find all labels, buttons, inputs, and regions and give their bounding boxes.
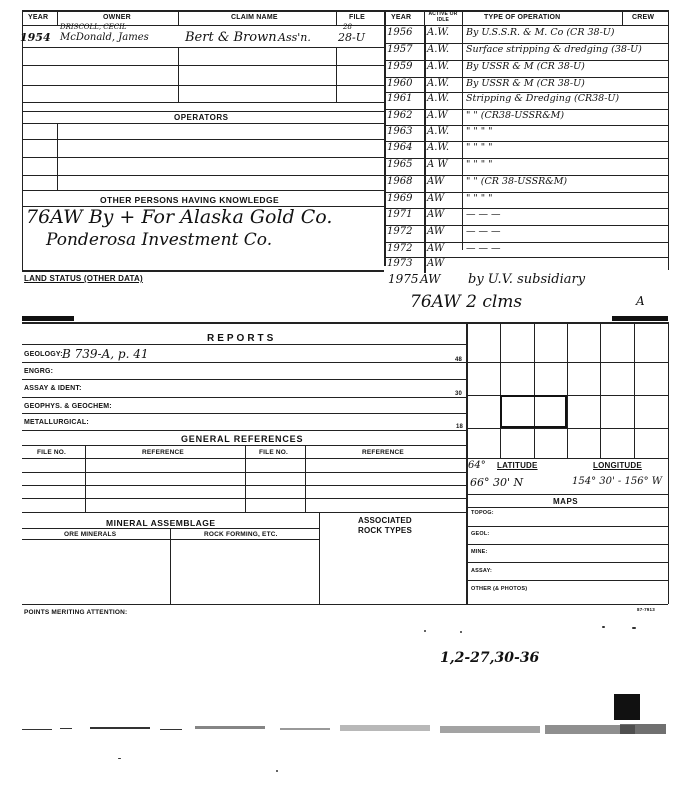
row-line [22,539,319,540]
owner-top-note: DRISCOLL, CECIL [60,23,127,31]
assay-map-label: ASSAY: [471,568,493,574]
other-persons-heading: OTHER PERSONS HAVING KNOWLEDGE [100,195,280,205]
operation-status: AW [427,226,445,237]
operation-type: Surface stripping & dredging (38-U) [466,44,642,55]
scan-noise-band [20,724,668,738]
mineral-assemblage-heading: MINERAL ASSEMBLAGE [106,518,216,528]
operation-year: 1968 [387,176,413,187]
points-meriting-attention-label: POINTS MERITING ATTENTION: [24,609,128,616]
col-sep [178,47,179,102]
header-owner: OWNER [103,14,131,21]
other-photos-label: OTHER (& PHOTOS) [471,586,528,592]
latitude-value: 66° 30' N [470,476,524,489]
operation-status: A.W. [427,93,450,104]
row-line [22,139,384,140]
row-line [22,175,384,176]
speck [632,627,636,629]
operation-type: Stripping & Dredging (CR38-U) [466,93,620,104]
operation-type: " " " " [466,126,493,137]
row-line [22,157,384,158]
row-line [22,65,384,66]
col-sep [622,10,623,25]
speck [460,631,462,633]
left-border [22,10,23,270]
owner-year: 1954 [20,31,51,44]
operation-year: 1972 [387,226,413,237]
operation-status: A.W. [427,27,450,38]
row-line [22,472,466,473]
row-line [22,498,466,499]
header-year: YEAR [28,14,49,21]
operation-status: AW [427,193,445,204]
operation-type: By USSR & M (CR 38-U) [466,61,585,72]
speck [424,630,426,632]
col-sep [336,47,337,102]
operation-status: A.W [427,110,448,121]
operation-type: By U.S.S.R. & M. Co (CR 38-U) [466,27,615,38]
operation-status: A W [427,159,448,170]
col-sep-main [384,10,386,266]
col-sep [336,10,337,25]
metallurgical-label: METALLURGICAL: [24,419,89,426]
operation-year: 1964 [387,142,413,153]
row-line [22,397,466,398]
operation-status: AW [427,258,445,269]
row-line [22,190,384,191]
scan-artifact-block [614,694,640,720]
col-sep [57,123,58,190]
reports-top-line [22,322,668,324]
grid-row [466,507,668,508]
grid-row [466,580,668,581]
operation-year: 1969 [387,193,413,204]
operation-type: " " (CR38-USSR&M) [466,110,565,121]
operation-year: 1961 [387,93,413,104]
geology-value: B 739-A, p. 41 [62,347,149,361]
top-border [22,10,668,12]
operation-year: 1956 [387,27,413,38]
operation-status: A.W. [427,44,450,55]
geol-label: GEOL: [471,531,490,537]
row-line [22,102,384,103]
op-tail-year: 1975 [388,272,419,286]
points-handwritten: 1,2-27,30-36 [440,650,540,666]
grid-row [466,395,668,396]
right-border-lower [668,322,669,604]
file-number: 28-U [338,31,365,44]
operation-status: A.W. [427,126,450,137]
operation-year: 1965 [387,159,413,170]
land-status-note-2: A [636,294,645,308]
header-type-of-operation: TYPE OF OPERATION [484,14,561,21]
operation-year: 1971 [387,209,413,220]
col-sep [178,10,179,25]
land-status-note: 76AW 2 clms [410,292,523,312]
operation-type: By USSR & M (CR 38-U) [466,78,585,89]
operation-year: 1960 [387,78,413,89]
right-border [668,10,669,270]
operation-type: " " " " [466,193,493,204]
form-number: 87-7913 [637,607,655,612]
band-mark-right [612,316,668,321]
ref-reference-2: REFERENCE [362,449,404,456]
row-line [22,485,466,486]
row-line [22,47,384,48]
grid-row [466,494,668,495]
header-active-idle: ACTIVE OR IDLE [428,11,458,23]
operation-status: AW [427,176,445,187]
row-line [22,413,466,414]
other-persons-line-2: Ponderosa Investment Co. [46,230,273,250]
num-18: 18 [456,424,464,430]
row-line [22,445,466,446]
operation-type: " " " " [466,142,493,153]
type-col-sep [462,25,463,250]
grid-col [500,322,501,458]
engrg-label: ENGRG: [24,368,54,375]
associated-label: ASSOCIATED [358,516,412,525]
operation-type: " " (CR 38-USSR&M) [466,176,568,187]
row-line [22,512,466,513]
rock-forming-label: ROCK FORMING, ETC. [204,531,278,538]
operation-type: — — — [466,243,501,254]
claim-name: Bert & Brown [185,30,277,45]
grid-row [466,362,668,363]
status-col-sep [424,25,426,273]
location-grid-highlight [500,395,567,428]
grid-row [466,458,668,459]
op-tail-status: AW [420,272,441,286]
operation-status: AW [427,243,445,254]
grid-col [567,322,568,458]
header-year-2: YEAR [391,14,412,21]
header-claim-name: CLAIM NAME [231,14,278,21]
operation-status: A.W. [427,61,450,72]
maps-heading: MAPS [553,497,579,506]
operation-type: — — — [466,209,501,220]
top-section-bottom [22,270,384,272]
col-sep [245,445,246,512]
row-line [22,379,466,380]
claim-assn: Ass'n. [278,31,311,44]
operation-status: A.W. [427,142,450,153]
longitude-value: 154° 30' - 156° W [572,476,663,487]
ref-file-no-2: FILE NO. [259,449,289,456]
band-mark-left [22,316,74,321]
row-line [22,362,466,363]
assay-label: ASSAY & IDENT: [24,385,82,392]
owner-name: McDonald, James [60,32,149,43]
operation-year: 1962 [387,110,413,121]
operation-type: " " " " [466,159,493,170]
col-sep [319,512,320,604]
header-crew: CREW [632,14,655,21]
operation-status: A.W. [427,78,450,89]
ore-minerals-label: ORE MINERALS [64,531,117,538]
col-sep [305,445,306,512]
operation-year: 1973 [387,258,413,269]
operators-line [22,111,384,112]
reports-heading: REPORTS [207,333,277,344]
col-sep [57,10,58,25]
land-status-label: LAND STATUS (OTHER DATA) [24,274,143,283]
header-file: FILE [349,14,365,21]
col-sep [424,10,425,25]
operation-year: 1959 [387,61,413,72]
general-references-heading: GENERAL REFERENCES [181,434,304,444]
mine-label: MINE: [471,549,488,555]
speck [118,758,121,759]
num-48: 48 [455,357,463,363]
section-bottom-line [22,604,668,605]
operation-year: 1972 [387,243,413,254]
operators-heading: OPERATORS [174,113,229,122]
latitude-prefix: 64° [468,460,486,471]
speck [276,770,278,772]
operation-year: 1957 [387,44,413,55]
grid-col [534,322,535,458]
num-30: 30 [455,391,463,397]
grid-col [600,322,601,458]
row-line [22,430,466,431]
op-tail-type: by U.V. subsidiary [468,272,586,287]
geology-label: GEOLOGY: [24,351,63,358]
grid-col [634,322,635,458]
file-top-note: 28 [343,23,352,31]
longitude-label: LONGITUDE [593,461,642,470]
operation-status: AW [427,209,445,220]
operation-type: — — — [466,226,501,237]
col-sep [462,10,463,25]
latitude-label: LATITUDE [497,461,538,470]
col-sep [85,445,86,512]
grid-row [466,526,668,527]
row-line [22,344,466,345]
operation-year: 1963 [387,126,413,137]
row-line [22,458,466,459]
ref-reference-1: REFERENCE [142,449,184,456]
grid-row [466,562,668,563]
ref-file-no-1: FILE NO. [37,449,67,456]
topog-label: TOPOG: [471,510,494,516]
row-line [22,85,384,86]
other-persons-line-1: 76AW By + For Alaska Gold Co. [26,206,333,228]
speck [602,626,605,628]
grid-row [466,544,668,545]
rock-types-label: ROCK TYPES [358,526,413,535]
geophys-label: GEOPHYS. & GEOCHEM: [24,403,112,410]
grid-row [466,428,668,429]
row-line [22,123,384,124]
